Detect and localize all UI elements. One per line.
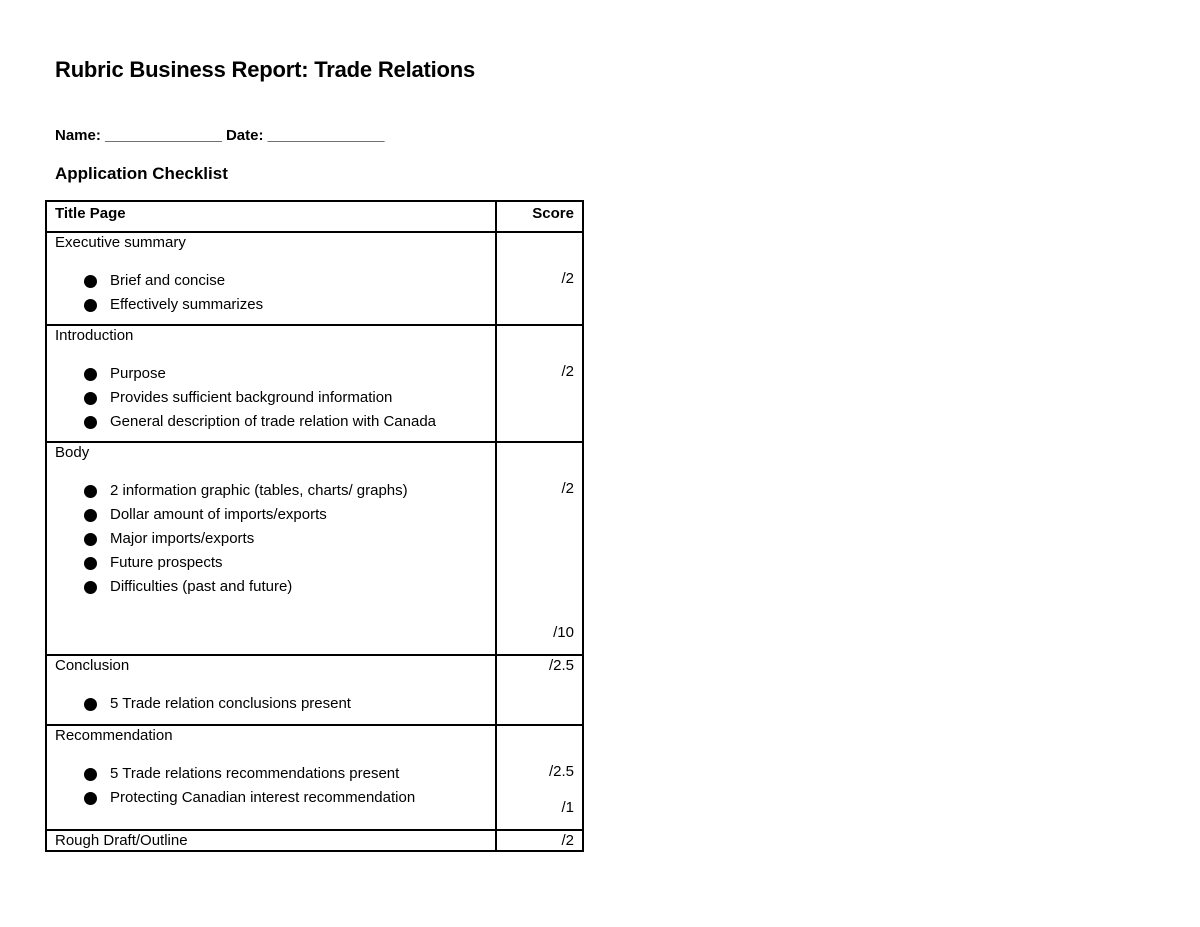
bullet-icon bbox=[84, 509, 97, 522]
rubric-table bbox=[45, 200, 584, 852]
list-item: 5 Trade relations recommendations present bbox=[47, 762, 495, 786]
name-date-line: Name: ______________ Date: ______________ bbox=[55, 127, 385, 144]
bullet-icon bbox=[84, 768, 97, 781]
table-footer-row bbox=[46, 830, 583, 851]
score-value: /2.5 bbox=[548, 657, 574, 674]
list-item: General description of trade relation with Canada bbox=[47, 410, 495, 434]
footer-criteria: Rough Draft/Outline bbox=[55, 832, 188, 849]
score-value: /2 bbox=[561, 270, 574, 287]
table-header-row bbox=[46, 201, 583, 232]
list-item: Effectively summarizes bbox=[47, 293, 495, 317]
table-row bbox=[46, 725, 583, 830]
list-item: Brief and concise bbox=[47, 269, 495, 293]
section-title: Conclusion bbox=[55, 657, 130, 674]
list-item: 2 information graphic (tables, charts/ graphs) bbox=[47, 479, 495, 503]
item-list bbox=[47, 479, 495, 599]
list-item: Protecting Canadian interest recommendation bbox=[47, 786, 495, 810]
list-item: Dollar amount of imports/exports bbox=[47, 503, 495, 527]
bullet-icon bbox=[84, 792, 97, 805]
bullet-icon bbox=[84, 275, 97, 288]
section-title: Introduction bbox=[55, 327, 134, 344]
score-total: /10 bbox=[553, 624, 574, 641]
item-list bbox=[47, 362, 495, 434]
table-row bbox=[46, 442, 583, 655]
score-value: /2 bbox=[561, 480, 574, 497]
list-item: 5 Trade relation conclusions present bbox=[47, 692, 495, 716]
score-value: /2 bbox=[561, 363, 574, 380]
list-item: Provides sufficient background information bbox=[47, 386, 495, 410]
footer-score: /2 bbox=[561, 832, 574, 849]
section-title: Executive summary bbox=[55, 234, 186, 251]
list-item: Future prospects bbox=[47, 551, 495, 575]
bullet-icon bbox=[84, 557, 97, 570]
table-row bbox=[46, 232, 583, 325]
list-item: Major imports/exports bbox=[47, 527, 495, 551]
section-title: Recommendation bbox=[55, 727, 173, 744]
bullet-icon bbox=[84, 416, 97, 429]
score-value: /1 bbox=[561, 799, 574, 816]
table-row bbox=[46, 655, 583, 725]
section-title: Body bbox=[55, 444, 90, 461]
bullet-icon bbox=[84, 392, 97, 405]
document-title: Rubric Business Report: Trade Relations bbox=[55, 57, 476, 82]
bullet-icon bbox=[84, 299, 97, 312]
header-criteria: Title Page bbox=[55, 205, 126, 222]
header-score: Score bbox=[532, 205, 574, 222]
bullet-icon bbox=[84, 581, 97, 594]
bullet-icon bbox=[84, 485, 97, 498]
bullet-icon bbox=[84, 698, 97, 711]
item-list bbox=[47, 762, 495, 810]
item-list bbox=[47, 269, 495, 317]
checklist-heading: Application Checklist bbox=[55, 164, 228, 183]
list-item: Purpose bbox=[47, 362, 495, 386]
score-value: /2.5 bbox=[548, 763, 574, 780]
item-list bbox=[47, 692, 495, 716]
list-item: Difficulties (past and future) bbox=[47, 575, 495, 599]
table-row bbox=[46, 325, 583, 442]
bullet-icon bbox=[84, 368, 97, 381]
bullet-icon bbox=[84, 533, 97, 546]
